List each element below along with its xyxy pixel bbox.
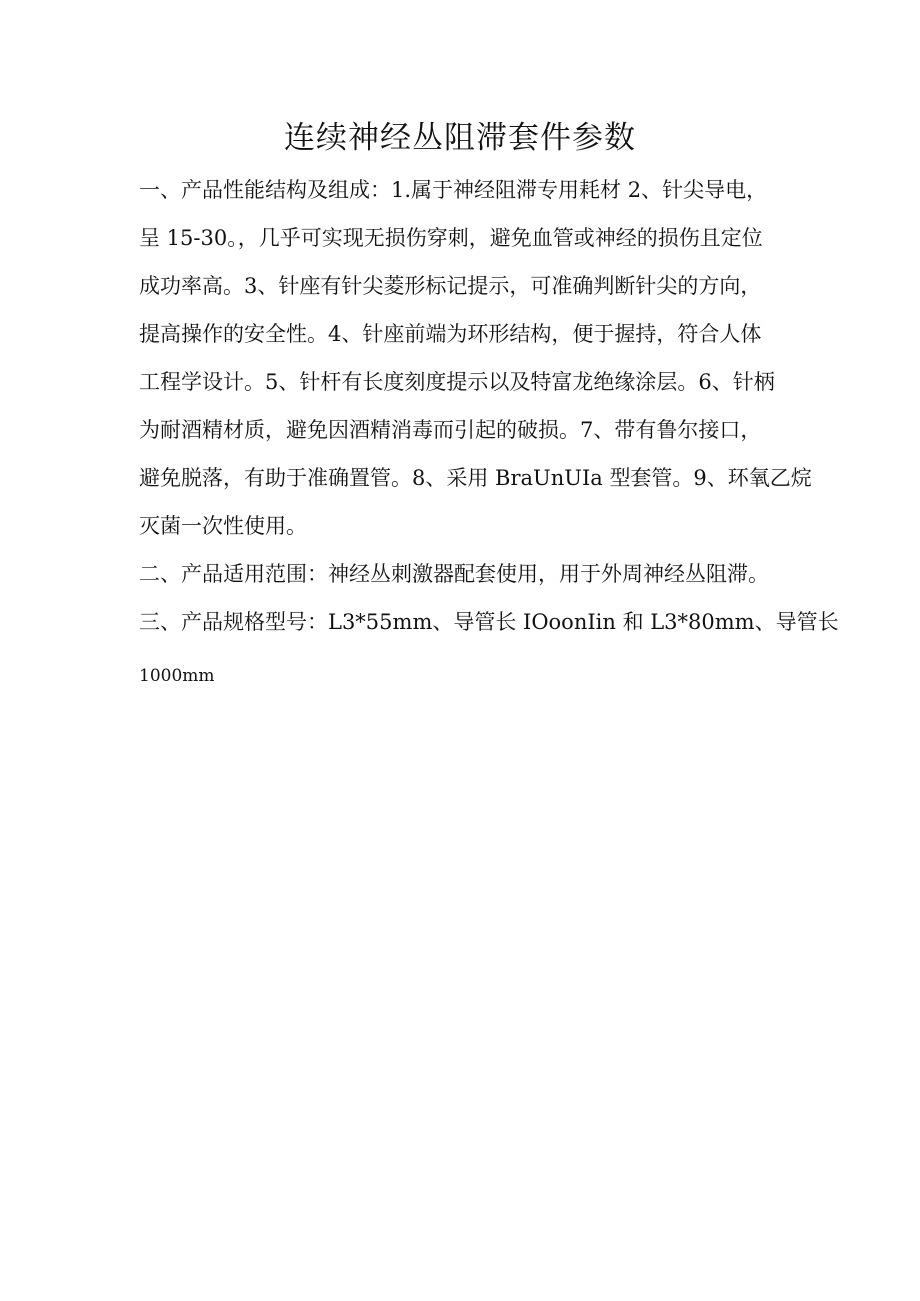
performance-line-3: 成功率高。3、针座有针尖菱形标记提示，可准确判断针尖的方向，	[139, 274, 762, 298]
performance-line-1: 一、产品性能结构及组成：1.属于神经阻滞专用耗材 2、针尖导电，	[139, 178, 768, 202]
document-body	[139, 166, 839, 700]
performance-line-6: 为耐酒精材质，避免因酒精消毒而引起的破损。7、带有鲁尔接口，	[139, 418, 762, 442]
performance-line-4: 提高操作的安全性。4、针座前端为环形结构，便于握持，符合人体	[139, 322, 762, 346]
performance-line-7: 避免脱落，有助于准确置管。8、采用 BraUnUIa 型套管。9、环氧乙烷	[139, 466, 812, 490]
performance-line-5: 工程学设计。5、针杆有长度刻度提示以及特富龙绝缘涂层。6、针柄	[139, 370, 775, 394]
performance-line-2: 呈 15-30。，几乎可实现无损伤穿刺，避免血管或神经的损伤且定位	[139, 226, 763, 250]
application-scope-line: 二、产品适用范围：神经丛刺激器配套使用，用于外周神经丛阻滞。	[139, 562, 769, 586]
specification-tail-line: 1000mm	[139, 666, 215, 686]
specification-line: 三、产品规格型号：L3*55mm、导管长 IOoonIin 和 L3*80mm、导管长	[139, 610, 839, 634]
document-title: 连续神经丛阻滞套件参数	[284, 120, 636, 156]
performance-line-8: 灭菌一次性使用。	[139, 514, 307, 538]
